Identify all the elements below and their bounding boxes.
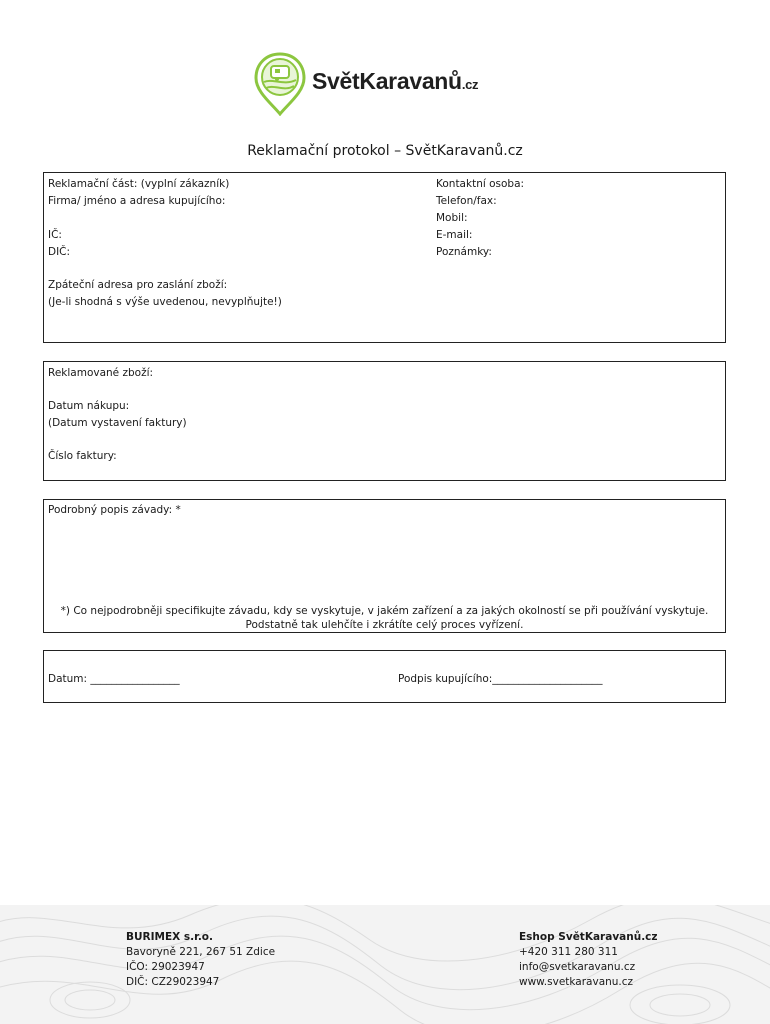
footer [0,905,770,1024]
dic-field[interactable]: DIČ: [48,246,71,258]
company-address: Bavoryně 221, 267 51 Zdice [126,946,276,958]
eshop-web-link[interactable]: www.svetkaravanu.cz [519,976,634,988]
brand-logo [254,52,478,116]
signature-section [43,650,726,703]
mobile-field[interactable]: Mobil: [436,212,468,224]
defect-description-section[interactable] [43,499,726,633]
ic-field[interactable]: IČ: [48,229,62,241]
notes-field[interactable]: Poznámky: [436,246,492,258]
customer-section [43,172,726,343]
company-name: BURIMEX s.r.o. [126,931,214,943]
invoice-number-field[interactable]: Číslo faktury: [48,450,117,462]
buyer-name-address-field[interactable]: Firma/ jméno a adresa kupujícího: [48,195,226,207]
brand-wordmark [312,68,478,95]
defect-footnote-2: Podstatně tak ulehčíte i zkrátíte celý proces vyřízení. [245,619,524,631]
purchase-date-field[interactable]: Datum nákupu: [48,400,130,412]
defect-footnote: *) Co nejpodrobněji specifikujte závadu, kdy se vyskytuje, v jakém zařízení a za jakých okolností se při používání vyskytuje. [60,605,709,617]
phone-fax-field[interactable]: Telefon/fax: [436,195,497,207]
brand-tld: .cz [461,76,479,92]
purchase-date-note: (Datum vystavení faktury) [48,417,187,429]
email-field[interactable]: E-mail: [436,229,473,241]
customer-section-heading: Reklamační část: (vyplní zákazník) [48,178,230,190]
buyer-signature-field[interactable]: Podpis kupujícího:_____________________ [398,673,603,685]
date-field[interactable]: Datum: _________________ [48,673,180,685]
claimed-goods-field[interactable]: Reklamované zboží: [48,367,154,379]
page-title: Reklamační protokol – SvětKaravanů.cz [247,143,523,159]
goods-section [43,361,726,481]
topographic-pattern [0,905,770,1024]
location-pin-caravan-icon [254,52,306,116]
eshop-email-link[interactable]: info@svetkaravanu.cz [519,961,636,973]
brand-name: SvětKaravanů [312,67,462,94]
return-address-field[interactable]: Zpáteční adresa pro zaslání zboží: [48,279,228,291]
defect-description-heading: Podrobný popis závady: * [48,504,181,516]
eshop-phone[interactable]: +420 311 280 311 [519,946,618,958]
eshop-name: Eshop SvětKaravanů.cz [519,931,658,943]
return-address-note: (Je-li shodná s výše uvedenou, nevyplňujte!) [48,296,282,308]
company-dic: DIČ: CZ29023947 [126,976,220,988]
company-ico: IČO: 29023947 [126,961,205,973]
contact-person-field[interactable]: Kontaktní osoba: [436,178,525,190]
